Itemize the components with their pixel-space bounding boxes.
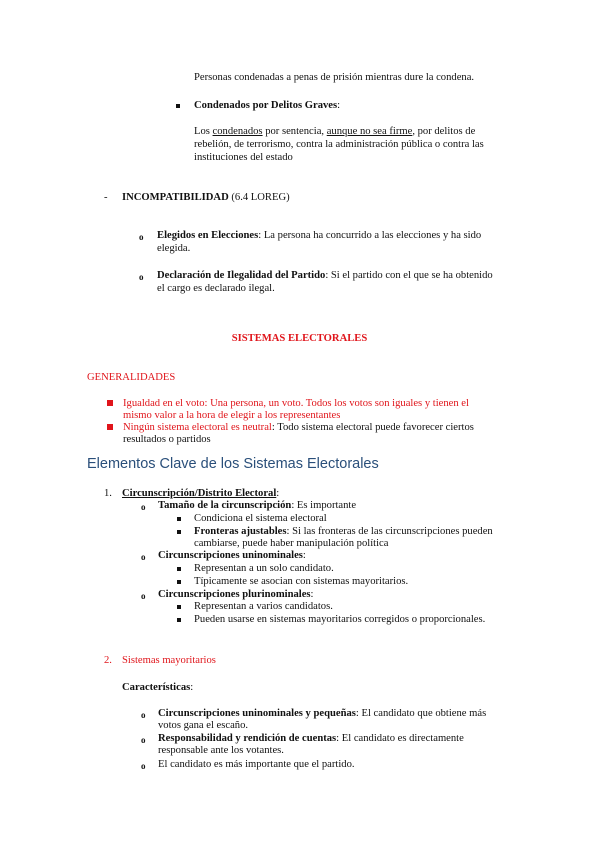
circle-bullet-icon: o	[141, 552, 146, 562]
graves-colon: :	[337, 100, 341, 111]
caracteristicas-title: Características	[122, 682, 191, 693]
section-title: SISTEMAS ELECTORALES	[231, 333, 368, 344]
incompat-item	[157, 230, 481, 242]
item-bold: Circunscripciones uninominales y pequeñas	[158, 708, 356, 719]
generalidades-title: GENERALIDADES	[87, 372, 176, 383]
text-run: por sentencia,	[262, 126, 327, 137]
list-item	[158, 708, 486, 720]
underlined-text: aunque no sea firme	[326, 126, 413, 137]
item-bold: Elegidos en Elecciones	[157, 230, 259, 241]
graves-title: Condenados por Delitos Graves	[194, 100, 338, 111]
circle-bullet-icon: o	[139, 232, 144, 242]
text-run: , por delitos de	[412, 126, 476, 137]
item-text: : El candidato que obtiene más	[355, 708, 487, 719]
item-text: : Si el partido con el que se ha obtenido	[325, 270, 493, 281]
item-text: : Todo sistema electoral puede favorecer ciertos	[271, 422, 474, 433]
list-item-cont: responsable ante los votantes.	[158, 745, 284, 756]
item-bold: Tamaño de la circunscripción	[158, 500, 292, 511]
red-square-bullet-icon	[107, 400, 113, 406]
sub-item: Pueden usarse en sistemas mayoritarios corregidos o proporcionales.	[194, 614, 486, 625]
text-run: Los	[194, 126, 213, 137]
sub-item: Representan a varios candidatos.	[194, 601, 333, 612]
graves-paragraph-line: rebelión, de terrorismo, contra la administración pública o contra las	[194, 139, 484, 150]
sub-item: Típicamente se asocian con sistemas mayoritarios.	[194, 576, 409, 587]
incompat-title: INCOMPATIBILIDAD	[122, 192, 229, 203]
colon: :	[190, 682, 194, 693]
list-number: 1.	[104, 488, 112, 499]
item-bold: Circunscripciones uninominales	[158, 550, 303, 561]
incompat-item	[157, 270, 493, 282]
list-item	[158, 500, 356, 512]
sub-item: Representan a un solo candidato.	[194, 563, 334, 574]
graves-paragraph-line: instituciones del estado	[194, 152, 293, 163]
circ-title-text: Circunscripción/Distrito Electoral	[122, 488, 277, 499]
circle-bullet-icon: o	[139, 272, 144, 282]
colon: :	[302, 550, 306, 561]
circle-bullet-icon: o	[141, 735, 146, 745]
item-text: : Si las fronteras de las circunscripciones pueden	[286, 526, 493, 537]
caracteristicas-heading	[122, 682, 193, 694]
circle-bullet-icon: o	[141, 710, 146, 720]
square-bullet-icon	[177, 517, 181, 521]
incompat-ref: (6.4 LOREG)	[228, 192, 290, 203]
sub-item	[194, 526, 493, 538]
graves-paragraph-line	[194, 126, 475, 138]
colon: :	[276, 488, 280, 499]
underlined-text: condenados	[212, 126, 263, 137]
item-bold: Fronteras ajustables	[194, 526, 287, 537]
circle-bullet-icon: o	[141, 591, 146, 601]
generalidades-item: Igualdad en el voto: Una persona, un voto. Todos los votos son iguales y tienen el	[123, 398, 469, 409]
item-text: : El candidato es directamente	[336, 733, 464, 744]
incompat-item-cont: elegida.	[157, 243, 191, 254]
list-item	[158, 550, 306, 562]
list-number: 2.	[104, 655, 112, 666]
sub-item: Condiciona el sistema electoral	[194, 513, 327, 524]
colon: :	[310, 589, 314, 600]
graves-heading	[194, 100, 340, 112]
list-item: El candidato es más importante que el partido.	[158, 759, 355, 770]
red-square-bullet-icon	[107, 424, 113, 430]
list-item	[158, 733, 464, 745]
incompat-item-cont: el cargo es declarado ilegal.	[157, 283, 275, 294]
red-text: Ningún sistema electoral es neutral	[123, 422, 272, 433]
square-bullet-icon	[177, 567, 181, 571]
dash-bullet: -	[104, 192, 108, 203]
section-heading: Elementos Clave de los Sistemas Electorales	[87, 456, 379, 472]
text-line: Personas condenadas a penas de prisión mientras dure la condena.	[194, 72, 475, 83]
item-bold: Circunscripciones plurinominales	[158, 589, 311, 600]
circle-bullet-icon: o	[141, 761, 146, 771]
incompat-heading	[122, 192, 290, 204]
item-text: : La persona ha concurrido a las elecciones y ha sido	[258, 230, 482, 241]
circ-title	[122, 488, 279, 500]
sub-item-cont: cambiarse, puede haber manipulación política	[194, 538, 389, 549]
square-bullet-icon	[177, 580, 181, 584]
generalidades-item-cont: resultados o partidos	[123, 434, 211, 445]
generalidades-item-cont: mismo valor a la hora de elegir a los representantes	[123, 410, 341, 421]
square-bullet-icon	[177, 605, 181, 609]
mayoritarios-title: Sistemas mayoritarios	[122, 655, 216, 666]
item-bold: Declaración de Ilegalidad del Partido	[157, 270, 326, 281]
generalidades-item	[123, 422, 474, 434]
list-item	[158, 589, 314, 601]
list-item-cont: votos gana el escaño.	[158, 720, 249, 731]
square-bullet-icon	[177, 530, 181, 534]
item-bold: Responsabilidad y rendición de cuentas	[158, 733, 337, 744]
circle-bullet-icon: o	[141, 502, 146, 512]
square-bullet-icon	[177, 618, 181, 622]
square-bullet-icon	[176, 104, 180, 108]
item-text: : Es importante	[291, 500, 357, 511]
